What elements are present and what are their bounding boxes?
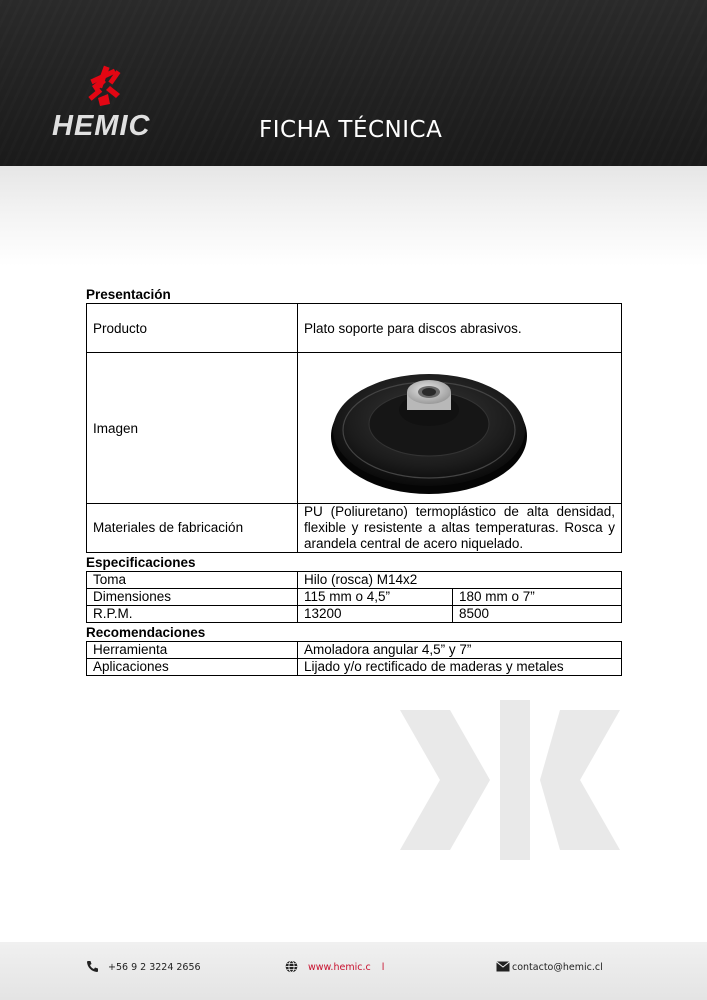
aplicaciones-label: Aplicaciones bbox=[87, 659, 298, 676]
mail-icon bbox=[496, 961, 510, 972]
materiales-label: Materiales de fabricación bbox=[87, 504, 298, 553]
globe-icon bbox=[285, 960, 298, 973]
footer-phone: +56 9 2 3224 2656 bbox=[108, 962, 201, 973]
logo-text: HEMIC bbox=[52, 110, 151, 142]
footer-email[interactable]: contacto@hemic.cl bbox=[512, 962, 603, 973]
watermark-snowflake-icon bbox=[380, 690, 640, 870]
website-prefix: www.hemic.c bbox=[308, 962, 371, 973]
especificaciones-table bbox=[86, 571, 622, 623]
herramienta-label: Herramienta bbox=[87, 642, 298, 659]
table-row bbox=[87, 572, 622, 589]
recomendaciones-heading: Recomendaciones bbox=[86, 625, 206, 640]
dimensiones-label: Dimensiones bbox=[87, 589, 298, 606]
page-header bbox=[0, 0, 707, 166]
table-row bbox=[87, 642, 622, 659]
table-row bbox=[87, 504, 622, 553]
header-fade-band bbox=[0, 166, 707, 266]
presentacion-table bbox=[86, 303, 622, 553]
rpm-value-2: 8500 bbox=[453, 606, 622, 623]
rpm-label: R.P.M. bbox=[87, 606, 298, 623]
imagen-cell bbox=[298, 353, 622, 504]
website-suffix: l bbox=[381, 962, 385, 973]
phone-icon bbox=[86, 960, 99, 973]
content bbox=[86, 286, 622, 676]
page-title: FICHA TÉCNICA bbox=[259, 117, 443, 143]
materiales-value: PU (Poliuretano) termoplástico de alta densidad, flexible y resistente a altas temperaturas. Rosca y arandela central de acero niquelado. bbox=[298, 504, 622, 553]
especificaciones-heading: Especificaciones bbox=[86, 555, 196, 570]
dimensiones-value-1: 115 mm o 4,5” bbox=[298, 589, 453, 606]
imagen-label: Imagen bbox=[87, 353, 298, 504]
table-row bbox=[87, 304, 622, 353]
producto-value: Plato soporte para discos abrasivos. bbox=[298, 304, 622, 353]
table-row bbox=[87, 659, 622, 676]
backing-pad-image bbox=[298, 354, 620, 502]
table-row bbox=[87, 353, 622, 504]
toma-value: Hilo (rosca) M14x2 bbox=[298, 572, 622, 589]
rpm-value-1: 13200 bbox=[298, 606, 453, 623]
footer-website[interactable] bbox=[308, 962, 384, 973]
presentacion-heading: Presentación bbox=[86, 287, 171, 302]
herramienta-value: Amoladora angular 4,5” y 7” bbox=[298, 642, 622, 659]
toma-label: Toma bbox=[87, 572, 298, 589]
dimensiones-value-2: 180 mm o 7” bbox=[453, 589, 622, 606]
table-row bbox=[87, 589, 622, 606]
table-row bbox=[87, 606, 622, 623]
producto-label: Producto bbox=[87, 304, 298, 353]
recomendaciones-table bbox=[86, 641, 622, 676]
aplicaciones-value: Lijado y/o rectificado de maderas y metales bbox=[298, 659, 622, 676]
